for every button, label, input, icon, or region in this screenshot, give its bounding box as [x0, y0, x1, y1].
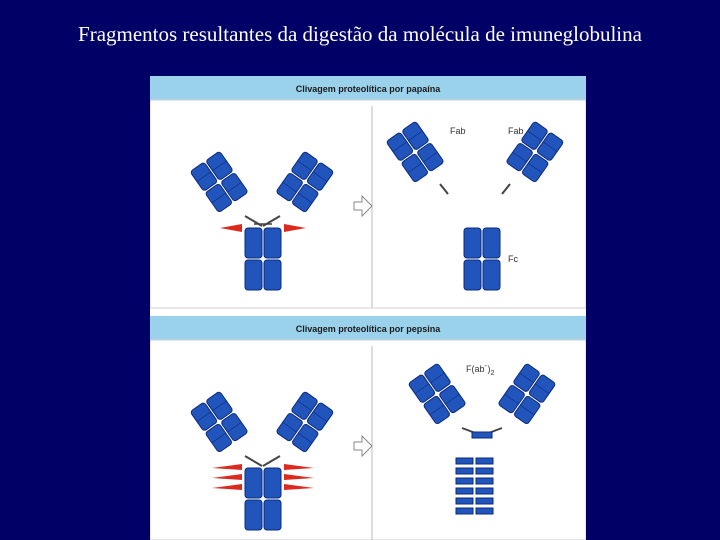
pepsin-panel — [150, 316, 586, 540]
label-fab2: $F(ab´)_2$ — [466, 364, 495, 377]
slide-title: Fragmentos resultantes da digestão da molécula de imuneglobulina — [78, 22, 642, 46]
papain-panel-header: Clivagem proteolítica por papaína — [295, 84, 441, 94]
label-fab-right: Fab — [508, 126, 524, 136]
label-fab-left: Fab — [450, 126, 466, 136]
label-fc: Fc — [508, 254, 518, 264]
antibody-cleavage-figure — [150, 76, 586, 540]
pepsin-panel-header: Clivagem proteolítica por pepsina — [295, 324, 441, 334]
papain-panel — [150, 76, 586, 308]
